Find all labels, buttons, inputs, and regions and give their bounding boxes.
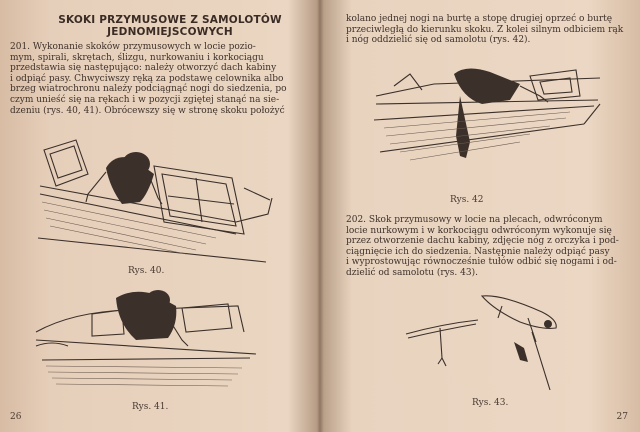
page-number-right: 27 [616, 412, 628, 422]
figure-41-illustration [32, 284, 272, 396]
figure-43-caption: Rys. 43. [472, 398, 509, 408]
paragraph-202: 202. Skok przymusowy w locie na plecach, odwróconym locie nurkowym i w korkociągu odwróconym wykonuje się przez otworzenie dachu kabiny, zdjęcie nóg z orczyka i pod- ciągnięcie ich do siedzenia. Następnie należy odpiąć pasy i wyprostowując równocześnie tułów odbić się nogami i od- dzielić od samolotu (rys. 43). [346, 215, 619, 278]
figure-43-illustration [402, 288, 602, 398]
figure-41-caption: Rys. 41. [132, 402, 169, 412]
left-page [0, 0, 318, 432]
right-page [322, 0, 640, 432]
figure-42-illustration [370, 56, 610, 186]
paragraph-201: 201. Wykonanie skoków przymusowych w locie pozio- mym, spirali, skrętach, ślizgu, nurkowaniu i korkociągu przedstawia się następująco: należy otworzyć dach kabiny i odpiąć pasy. Chwyciwszy ręką za podstawę celownika albo brzeg wiatrochronu należy podciągnąć nogi do siedzenia, po czym unieść się na rękach i w pozycji zgiętej stanąć na sie- dzeniu (rys. 40, 41). Obrócewszy się w stronę skoku położyć [10, 42, 287, 116]
section-title: SKOKI PRZYMUSOWE Z SAMOLOTÓW JEDNOMIEJSCOWYCH [58, 14, 282, 38]
paragraph-continuation: kolano jednej nogi na burtę a stopę drugiej oprzeć o burtę przeciwległą do kierunku skoku. Z kolei silnym odbiciem rąk i nóg oddzielić się od samolotu (rys. 42). [346, 14, 624, 46]
figure-40-illustration [36, 138, 276, 263]
figure-42-caption: Rys. 42 [450, 195, 484, 205]
figure-40-caption: Rys. 40. [128, 266, 165, 276]
page-number-left: 26 [10, 412, 22, 422]
